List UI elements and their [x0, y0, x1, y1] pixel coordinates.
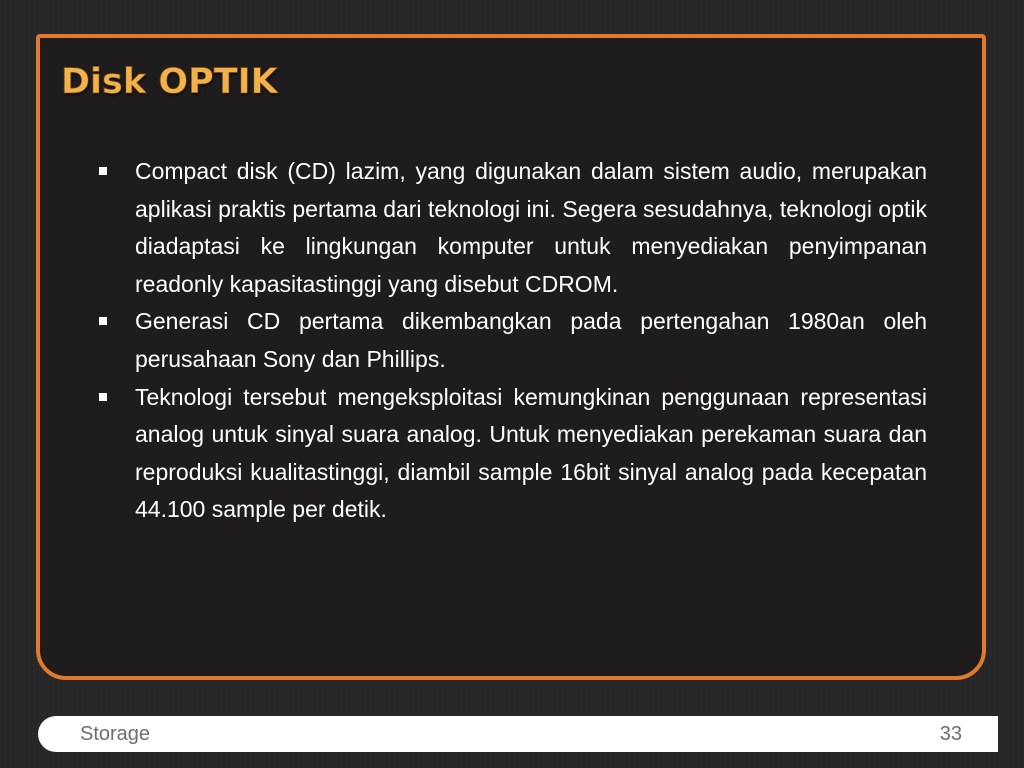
- square-bullet-icon: [99, 393, 107, 401]
- bullet-text-2: Generasi CD pertama dikembangkan pada pertengahan 1980an oleh perusahaan Sony dan Phillips.: [135, 308, 927, 372]
- page-number: 33: [939, 723, 962, 745]
- bullet-item-1: [97, 153, 927, 303]
- square-bullet-icon: [99, 167, 107, 175]
- square-bullet-icon: [99, 317, 107, 325]
- bullet-item-3: [97, 379, 927, 529]
- footer-label: Storage: [80, 723, 151, 745]
- bullet-text-1: Compact disk (CD) lazim, yang digunakan dalam sistem audio, merupakan aplikasi praktis pertama dari teknologi ini. Segera sesudahnya, teknologi optik diadaptasi ke lingkungan komputer untuk menyediakan penyimpanan readonly kapasitastinggi yang disebut CDROM.: [135, 158, 927, 297]
- bullet-item-2: [97, 303, 927, 378]
- slide-title: Disk OPTIK: [61, 58, 278, 106]
- bullet-text-3: Teknologi tersebut mengeksploitasi kemungkinan penggunaan representasi analog untuk sinyal suara analog. Untuk menyediakan perekaman suara dan reproduksi kualitastinggi, diambil sample 16bit sinyal analog pada kecepatan 44.100 sample per detik.: [135, 383, 927, 523]
- bullet-list: [97, 153, 927, 529]
- footer-bar: [38, 716, 998, 752]
